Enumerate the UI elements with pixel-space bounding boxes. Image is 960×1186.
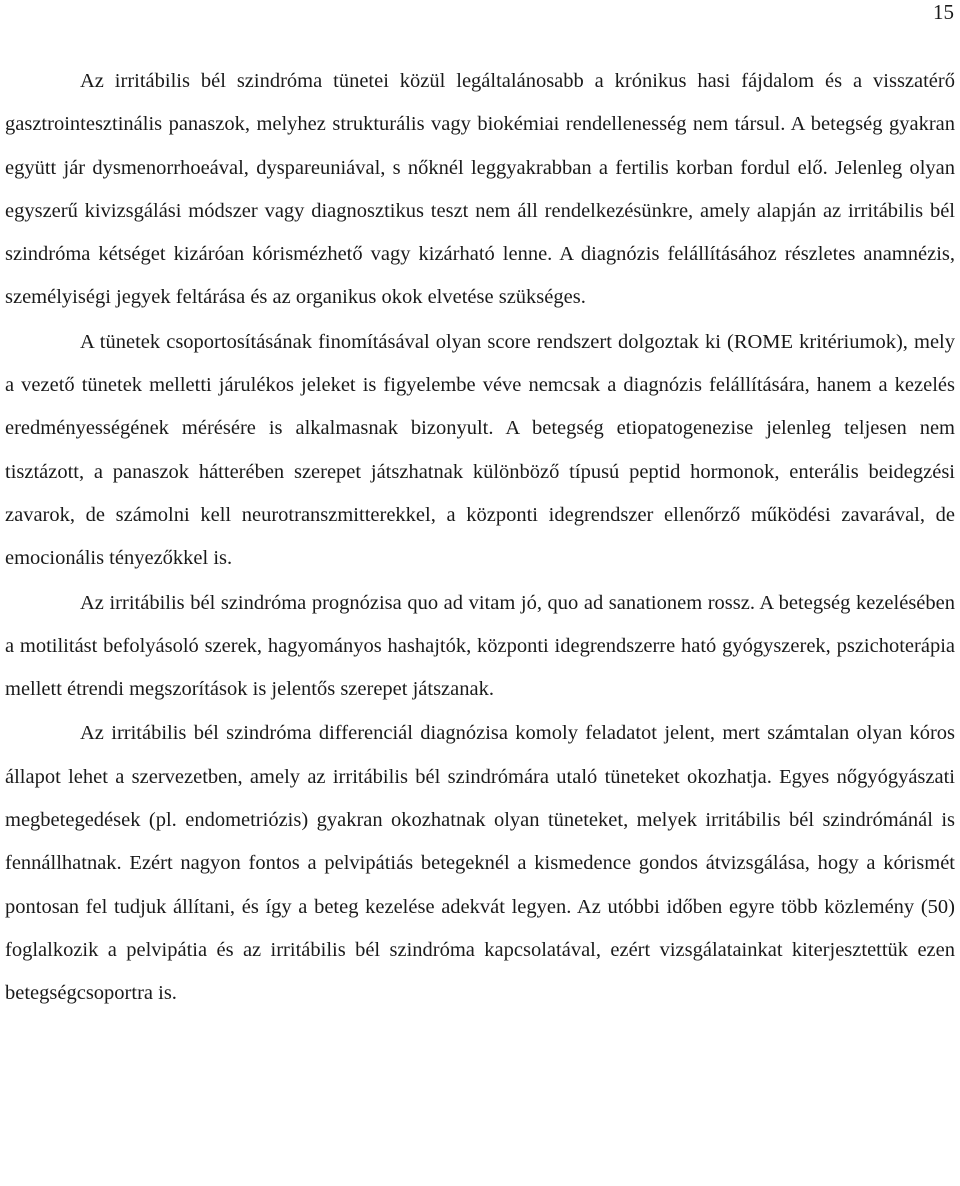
page-number: 15 — [933, 0, 954, 24]
paragraph-2: A tünetek csoportosításának finomításával olyan score rendszert dolgoztak ki (ROME kritériumok), mely a vezető tünetek melletti járulékos jeleket is figyelembe véve nemcsak a diagnózis felállítására, hanem a kezelés eredményességének mérésére is alkalmasnak bizonyult. A betegség etiopatogenezise jelenleg teljesen nem tisztázott, a panaszok hátterében szerepet játszhatnak különböző típusú peptid hormonok, enterális beidegzési zavarok, de számolni kell neurotranszmitterekkel, a központi idegrendszer ellenőrző működési zavarával, de emocionális tényezőkkel is. — [5, 330, 955, 570]
paragraph-3: Az irritábilis bél szindróma prognózisa quo ad vitam jó, quo ad sanationem rossz. A betegség kezelésében a motilitást befolyásoló szerek, hagyományos hashajtók, központi idegrendszerre ható gyógyszerek, pszichoterápia mellett étrendi megszorítások is jelentős szerepet játszanak. — [5, 591, 955, 701]
paragraph-1: Az irritábilis bél szindróma tünetei közül legáltalánosabb a krónikus hasi fájdalom és a visszatérő gasztrointesztinális panaszok, melyhez strukturális vagy biokémiai rendellenesség nem társul. A betegség gyakran együtt jár dysmenorrhoeával, dyspareuniával, s nőknél leggyakrabban a fertilis korban fordul elő. Jelenleg olyan egyszerű kivizsgálási módszer vagy diagnosztikus teszt nem áll rendelkezésünkre, amely alapján az irritábilis bél szindróma kétséget kizáróan kórismézhető vagy kizárható lenne. A diagnózis felállításához részletes anamnézis, személyiségi jegyek feltárása és az organikus okok elvetése szükséges. — [5, 70, 955, 309]
document-body — [5, 60, 955, 1016]
paragraph-4: Az irritábilis bél szindróma differenciál diagnózisa komoly feladatot jelent, mert számtalan olyan kóros állapot lehet a szervezetben, amely az irritábilis bél szindrómára utaló tüneteket okozhatja. Egyes nőgyógyászati megbetegedések (pl. endometriózis) gyakran okozhatnak olyan tüneteket, melyek irritábilis bél szindrómánál is fennállhatnak. Ezért nagyon fontos a pelvipátiás betegeknél a kismedence gondos átvizsgálása, hogy a kórismét pontosan fel tudjuk állítani, és így a beteg kezelése adekvát legyen. Az utóbbi időben egyre több közlemény (50) foglalkozik a pelvipátia és az irritábilis bél szindróma kapcsolatával, ezért vizsgálatainkat kiterjesztettük ezen betegségcsoportra is. — [5, 722, 955, 1005]
